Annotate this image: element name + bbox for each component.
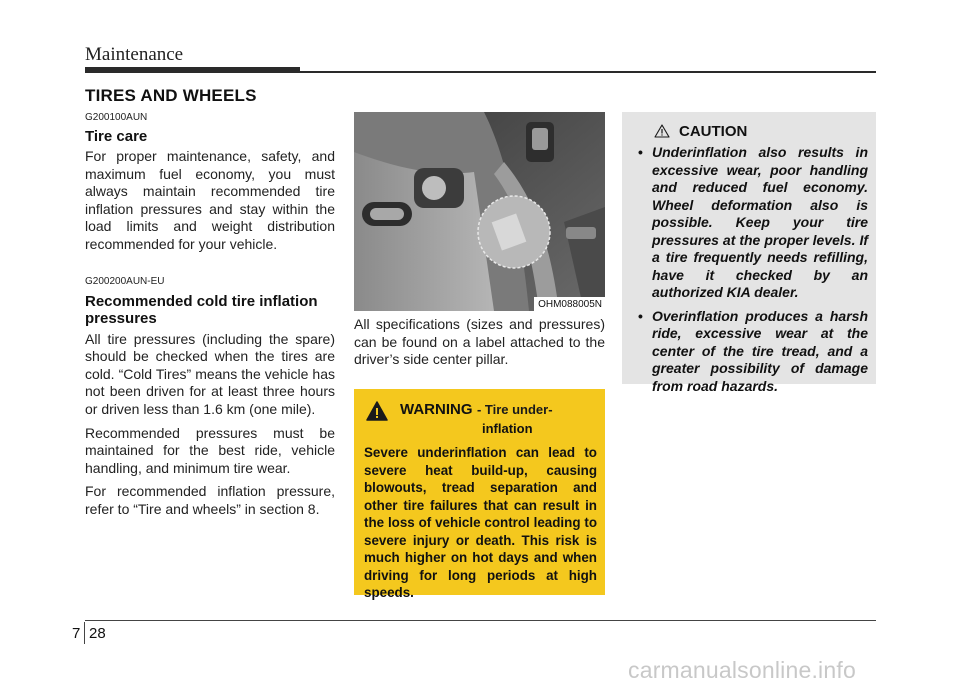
- photo-reference-label: OHM088005N: [534, 297, 605, 311]
- door-pillar-photo: [354, 112, 605, 311]
- watermark: carmanualsonline.info: [628, 657, 856, 683]
- caution-bullet: •: [638, 307, 643, 324]
- tire-care-body: For proper maintenance, safety, and maximum fuel economy, you must always maintain recommended tire inflation pressures and stay within the load limits and weight distribution recommended for your vehicle.: [85, 148, 335, 252]
- caution-box: [622, 112, 876, 394]
- header-rule-thick: [85, 67, 300, 73]
- warning-subtitle-part1: - Tire under-: [476, 402, 553, 417]
- warning-triangle-icon: [366, 401, 388, 421]
- warning-subtitle-part2: inflation: [482, 421, 533, 436]
- cold-pressures-code: G200200AUN-EU: [85, 275, 165, 287]
- footer-rule: [85, 620, 876, 621]
- cold-pressures-para-1: All tire pressures (including the spare) should be checked when the tires are cold. “Cold Tires” means the vehicle has not been driven for at least three hours or driven less than 1.6 km (one mile).: [85, 330, 335, 417]
- footer-divider: [84, 622, 85, 644]
- tire-care-code: G200100AUN: [85, 112, 148, 123]
- warning-header: [366, 401, 597, 421]
- cold-pressures-para-3: For recommended inflation pressure, refer to “Tire and wheels” in section 8.: [85, 483, 335, 517]
- caution-title: CAUTION: [679, 122, 748, 140]
- caution-item: [630, 308, 868, 396]
- caution-triangle-icon: [654, 124, 670, 138]
- warning-body: Severe underinflation can lead to severe heat build-up, causing blowouts, tread separation and other tire failures that can result in the loss of vehicle control leading to severe injury or death. This risk is much higher on hot days and when driving for long periods at high speeds.: [364, 445, 597, 600]
- section-title: TIRES AND WHEELS: [85, 86, 257, 105]
- page-number: 28: [89, 625, 106, 642]
- caution-item-text: Underinflation also results in excessive wear, poor handling and reduced fuel economy. Wheel deformation also is possible. Keep your tire pressures at the proper levels. If a tire frequently needs refilling, have it checked by an authorized KIA dealer.: [652, 144, 868, 300]
- caution-header: [654, 121, 868, 141]
- tire-care-heading: Tire care: [85, 128, 148, 145]
- cold-pressures-heading: Recommended cold tire inflation pressures: [85, 292, 318, 327]
- door-pillar-illustration: [354, 112, 605, 311]
- warning-box: [354, 389, 605, 600]
- caution-bullet: •: [638, 144, 643, 160]
- left-column: [85, 112, 335, 519]
- cold-pressures-para-2: Recommended pressures must be maintained for the best ride, vehicle handling, and minimum tire wear.: [85, 424, 335, 476]
- chapter-number: 7: [72, 625, 81, 642]
- header-rule-thin: [300, 71, 876, 73]
- caution-item-text: Overinflation produces a harsh ride, excessive wear at the center of the tire tread, and a greater possibility of damage from road hazards.: [652, 307, 868, 394]
- specifications-text: All specifications (sizes and pressures) can be found on a label attached to the driver’s side center pillar.: [354, 316, 605, 368]
- caution-list: [630, 144, 868, 395]
- warning-title: WARNING: [400, 401, 473, 418]
- caution-item: [630, 144, 868, 302]
- page-header-title: Maintenance: [85, 44, 184, 65]
